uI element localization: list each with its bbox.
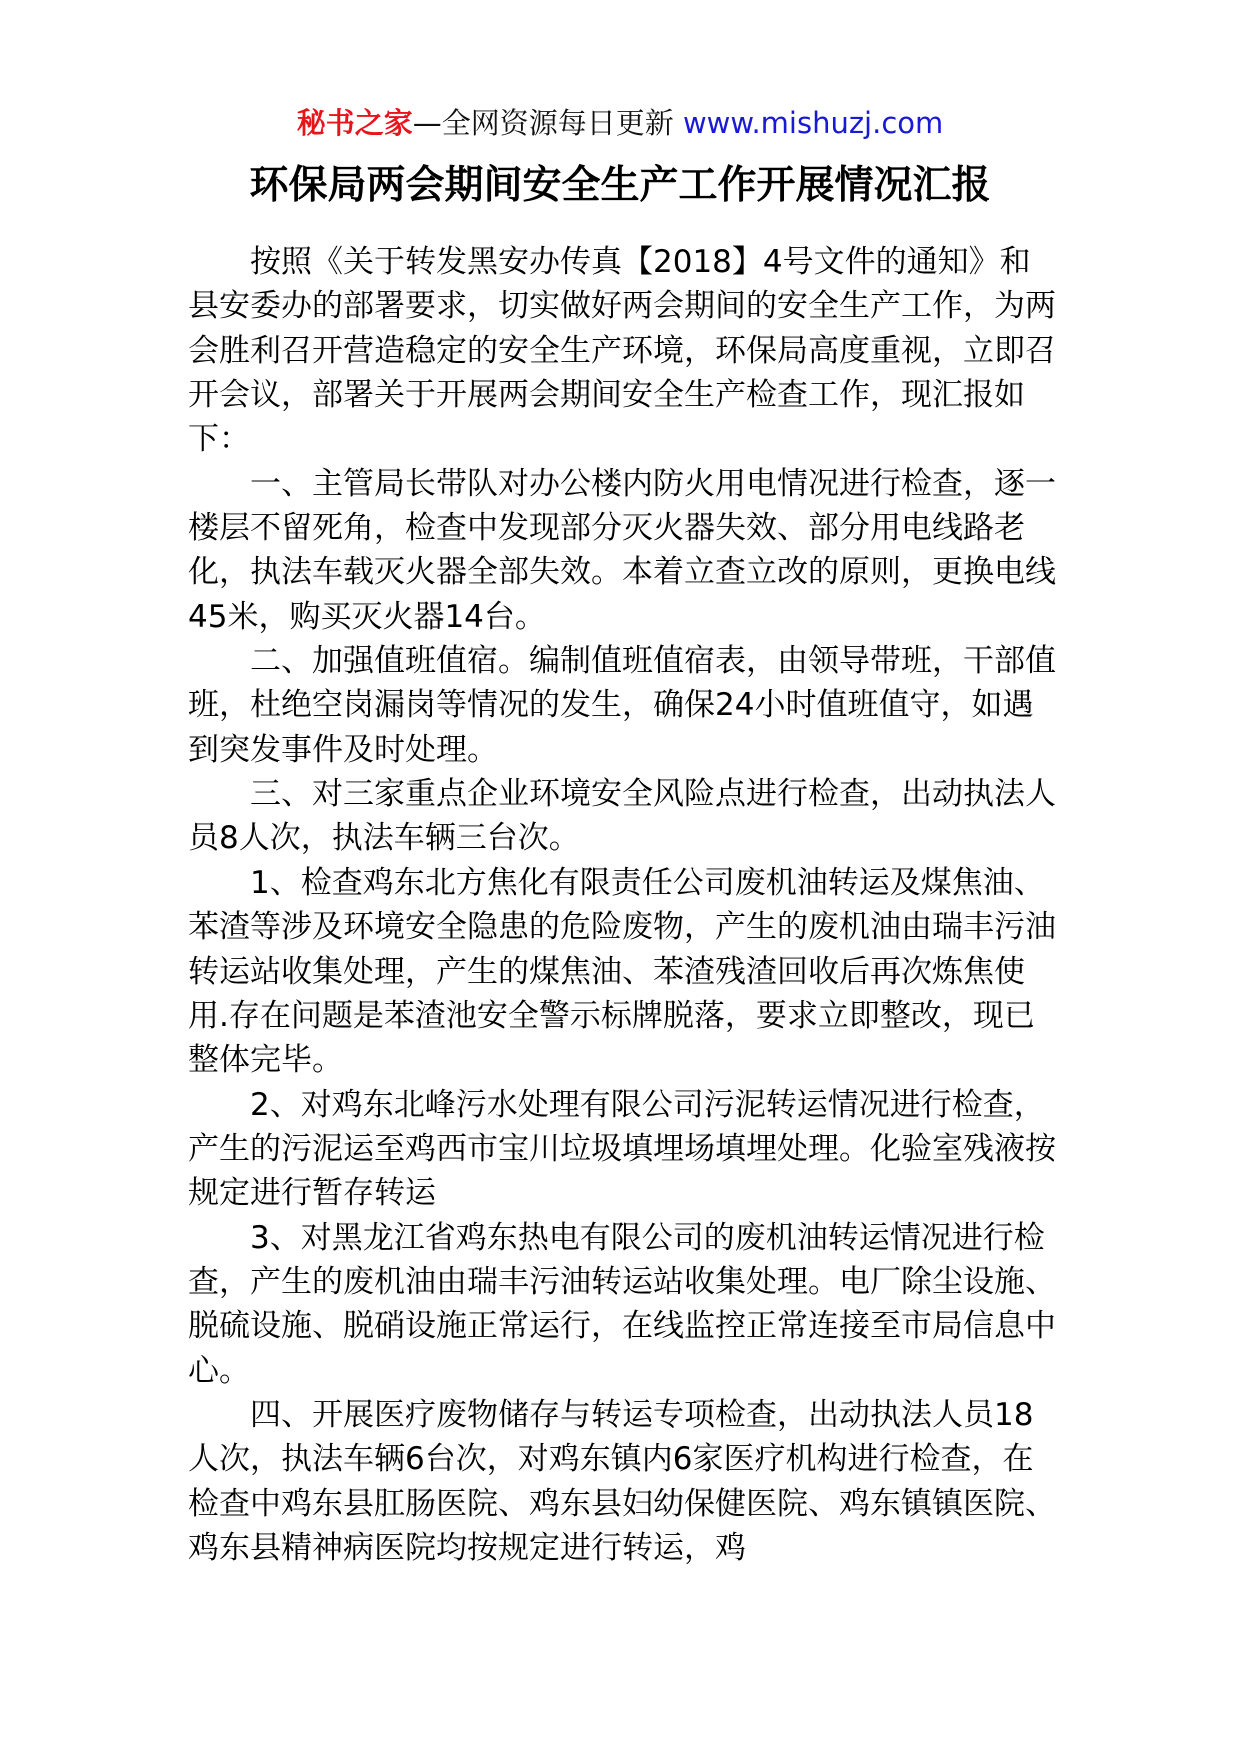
paragraph-section-1: 一、主管局长带队对办公楼内防火用电情况进行检查，逐一楼层不留死角，检查中发现部分灭火器失效、部分用电线路老化，执法车载灭火器全部失效。本着立查立改的原则，更换电线45米，购买灭火器14台。 [188,465,1056,635]
site-url-link[interactable]: www.mishuzj.com [682,106,944,140]
paragraph-item-3: 3、对黑龙江省鸡东热电有限公司的废机油转运情况进行检查，产生的废机油由瑞丰污油转运站收集处理。电厂除尘设施、脱硫设施、脱硝设施正常运行，在线监控正常连接至市局信息中心。 [188,1219,1056,1389]
paragraph-section-4: 四、开展医疗废物储存与转运专项检查，出动执法人员18人次，执法车辆6台次，对鸡东镇内6家医疗机构进行检查，在检查中鸡东县肛肠医院、鸡东县妇幼保健医院、鸡东镇镇医院、鸡东县精神病医院均按规定进行转运，鸡 [188,1396,1056,1566]
site-header [0,103,1240,143]
document-title: 环保局两会期间安全生产工作开展情况汇报 [249,163,991,208]
document-body [188,240,1056,1570]
paragraph-section-2: 二、加强值班值宿。编制值班值宿表，由领导带班，干部值班，杜绝空岗漏岗等情况的发生，确保24小时值班值守，如遇到突发事件及时处理。 [188,643,1056,768]
paragraph-item-2: 2、对鸡东北峰污水处理有限公司污泥转运情况进行检查，产生的污泥运至鸡西市宝川垃圾填埋场填埋处理。化验室残液按规定进行暂存转运 [188,1086,1056,1212]
brand-name: 秘书之家 [296,106,413,140]
paragraph-section-3: 三、对三家重点企业环境安全风险点进行检查，出动执法人员8人次，执法车辆三台次。 [188,776,1056,857]
paragraph-intro: 按照《关于转发黑安办传真【2018】4号文件的通知》和县安委办的部署要求，切实做好两会期间的安全生产工作，为两会胜利召开营造稳定的安全生产环境，环保局高度重视，立即召开会议，部署关于开展两会期间安全生产检查工作，现汇报如下： [188,244,1056,458]
paragraph-item-1: 1、检查鸡东北方焦化有限责任公司废机油转运及煤焦油、苯渣等涉及环境安全隐患的危险废物，产生的废机油由瑞丰污油转运站收集处理，产生的煤焦油、苯渣残渣回收后再次炼焦使用.存在问题是苯渣池安全警示标牌脱落，要求立即整改，现已整体完毕。 [188,864,1056,1079]
header-tagline: —全网资源每日更新 [412,106,674,140]
